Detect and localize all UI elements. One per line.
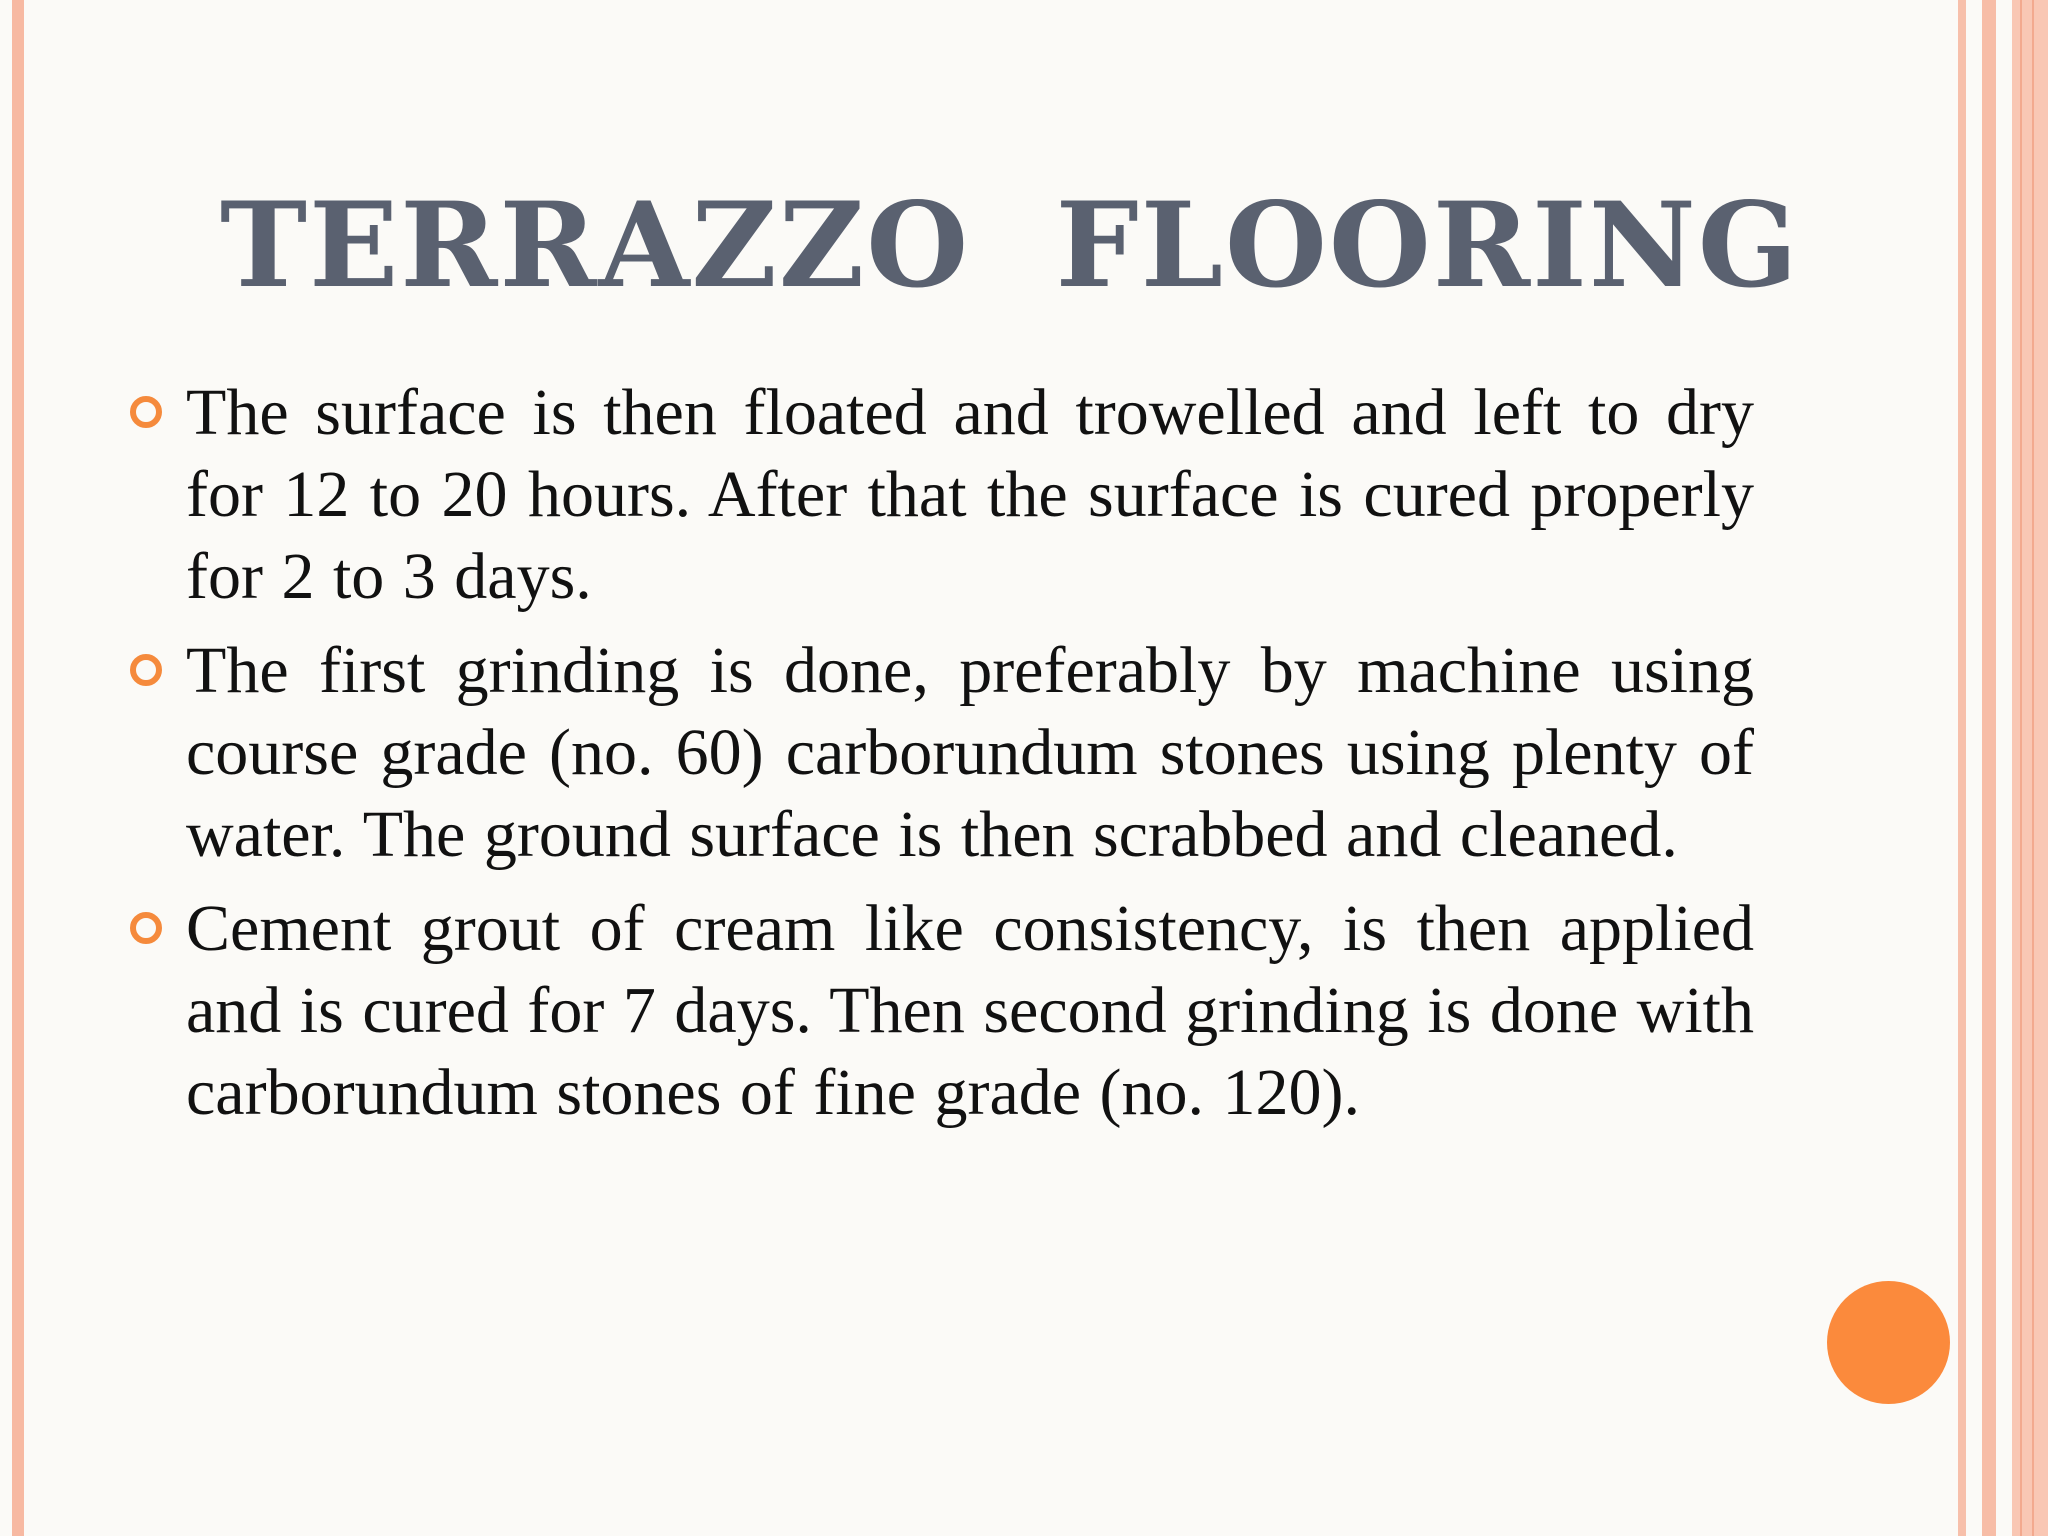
right-border-line xyxy=(2020,0,2022,1536)
bullet-item xyxy=(124,630,1754,876)
hollow-circle-bullet-icon xyxy=(130,912,162,944)
hollow-circle-bullet-icon xyxy=(130,654,162,686)
bullet-item xyxy=(124,888,1754,1134)
bullet-text: The first grinding is done, preferably by machine using course grade (no. 60) carborundum stones using plenty of water. The ground surface is then scrabbed and cleaned. xyxy=(186,634,1754,871)
bullet-text: Cement grout of cream like consistency, is then applied and is cured for 7 days. Then second grinding is done with carborundum stones of fine grade (no. 120). xyxy=(186,892,1754,1129)
slide-title: TERRAZZO FLOORING xyxy=(220,176,1800,314)
bullet-text: The surface is then floated and trowelled and left to dry for 12 to 20 hours. After that the surface is cured properly for 2 to 3 days. xyxy=(186,376,1754,613)
left-border-stripe xyxy=(12,0,24,1536)
bullet-item xyxy=(124,372,1754,618)
right-border-line xyxy=(2032,0,2034,1536)
orange-circle-icon xyxy=(1827,1281,1950,1404)
right-border-stripe-outer xyxy=(2012,0,2048,1536)
bullet-list xyxy=(124,372,1754,1146)
right-border-stripe-inner xyxy=(1958,0,1966,1536)
hollow-circle-bullet-icon xyxy=(130,396,162,428)
right-border-stripe-middle xyxy=(1982,0,1996,1536)
